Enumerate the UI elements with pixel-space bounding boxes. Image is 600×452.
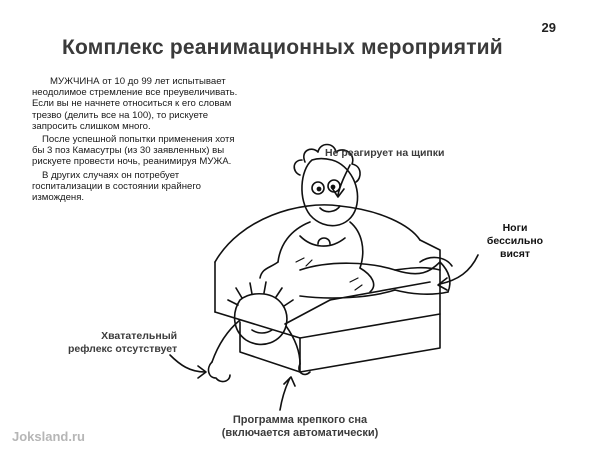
caption-legs-line-3: висят (499, 248, 531, 260)
page-number: 29 (541, 20, 556, 35)
caption-sleep (175, 414, 425, 440)
arrow-sleep-icon (280, 377, 295, 410)
caption-grip (68, 330, 177, 356)
woman-figure (260, 145, 374, 293)
page-title: Комплекс реанимационных мероприятий (62, 36, 503, 59)
caption-legs (470, 222, 560, 261)
bed-illustration (215, 205, 440, 372)
caption-legs-line-2: бессильно (486, 235, 544, 247)
paragraph-2: После успешной попытки применения хотя бы 3 поз Камасутры (из 30 заявленных) вы рискуете провести ночь, реанимируя МУЖА. (32, 134, 235, 168)
watermark: Joksland.ru (12, 429, 85, 444)
caption-pinch: Не реагирует на щипки (325, 147, 445, 159)
arrow-grip-icon (170, 355, 206, 378)
caption-sleep-line-2: (включается автоматически) (221, 427, 379, 439)
caption-grip-line-1: Хватательный (101, 330, 178, 342)
caption-grip-line-2: рефлекс отсутствует (68, 343, 178, 355)
paragraph-1: МУЖЧИНА от 10 до 99 лет испытывает неодолимое стремление все преувеличивать. Если вы не начнете относиться к его словам трезво (делить все на 100), то рискуете запросить слишком много. (32, 76, 238, 132)
caption-sleep-line-1: Программа крепкого сна (232, 414, 368, 426)
caption-legs-line-1: Ноги (502, 222, 528, 234)
man-figure (209, 257, 452, 381)
paragraph-3: В других случаях он потребует госпитализации в состоянии крайнего изможденя. (32, 169, 201, 204)
